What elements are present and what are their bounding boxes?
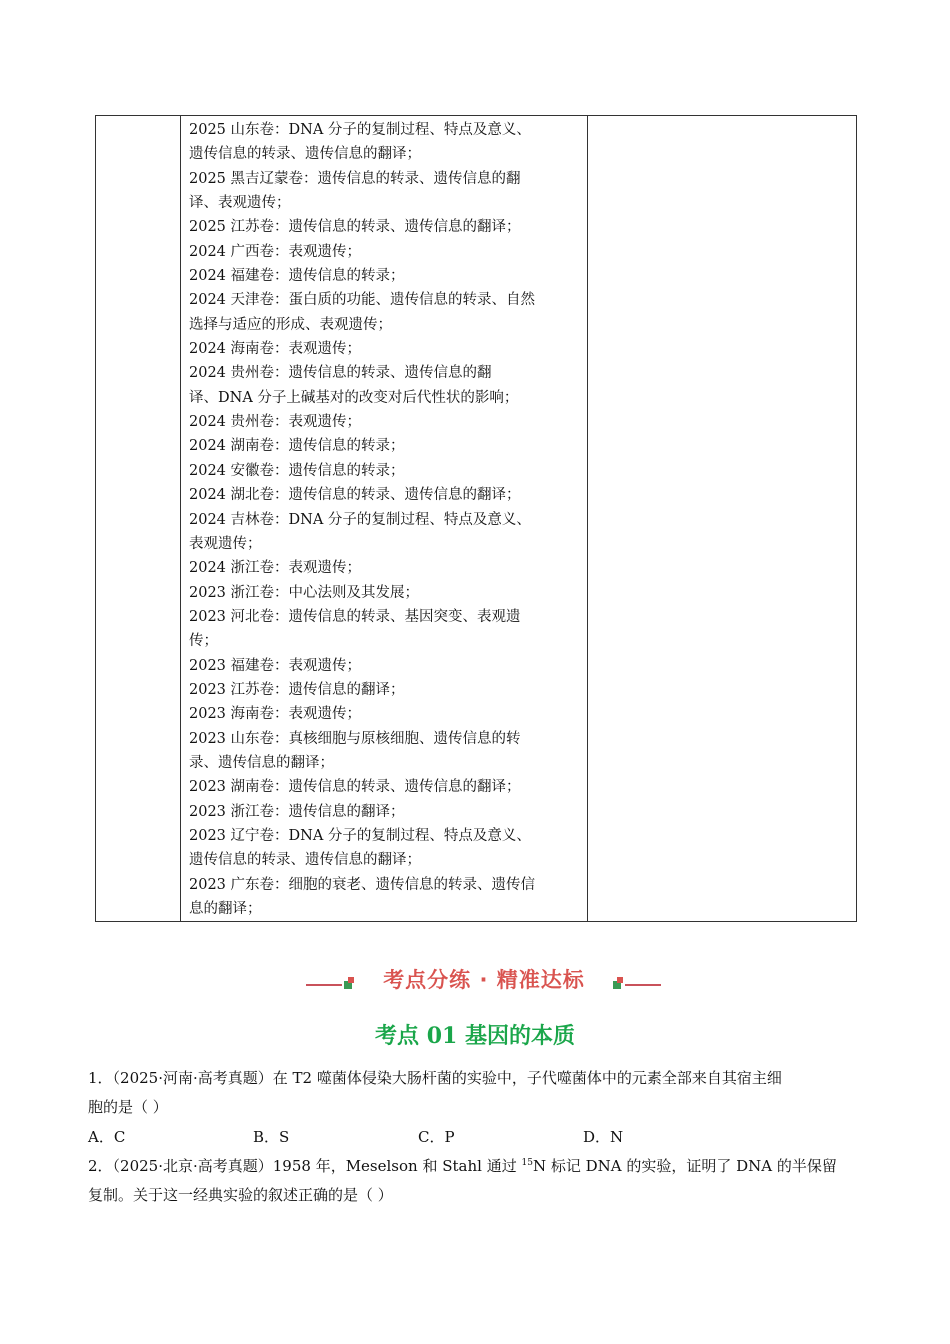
option-b: B．S bbox=[253, 1128, 290, 1146]
option-d: D．N bbox=[583, 1128, 624, 1146]
table-cell-exam-list bbox=[181, 116, 588, 922]
exam-entry-line: 传； bbox=[189, 633, 218, 650]
exam-entry-line: 选择与适应的形成、表观遗传； bbox=[189, 316, 392, 333]
option-c: C．P bbox=[418, 1128, 455, 1146]
table-row bbox=[96, 116, 857, 922]
question-2-superscript: 15 bbox=[521, 1158, 533, 1168]
exam-entry-line: 2023 海南卷：表观遗传； bbox=[189, 706, 362, 723]
exam-entry-line: 译、表观遗传； bbox=[189, 195, 291, 212]
exam-entry-line: 2023 山东卷：真核细胞与原核细胞、遗传信息的转 bbox=[189, 730, 521, 747]
exam-entry-line: 译、DNA 分子上碱基对的改变对后代性状的影响； bbox=[189, 389, 519, 406]
exam-entry-line: 2023 浙江卷：中心法则及其发展； bbox=[189, 584, 420, 601]
banner-left-line bbox=[306, 984, 342, 986]
option-a: A．C bbox=[88, 1128, 126, 1146]
exam-entry-line: 2025 黑吉辽蒙卷：遗传信息的转录、遗传信息的翻 bbox=[189, 170, 521, 187]
exam-entry-line: 2023 江苏卷：遗传信息的翻译； bbox=[189, 681, 405, 698]
exam-entry-line: 2024 吉林卷：DNA 分子的复制过程、特点及意义、 bbox=[189, 511, 531, 528]
question-2-prefix: 2．（2025·北京·高考真题）1958 年，Meselson 和 Stahl 通过 bbox=[88, 1157, 522, 1175]
exam-entry-line: 2024 湖北卷：遗传信息的转录、遗传信息的翻译； bbox=[189, 487, 521, 504]
exam-entry-line: 2024 福建卷：遗传信息的转录； bbox=[189, 268, 405, 285]
banner-right-line bbox=[625, 984, 661, 986]
exam-entry-line: 2023 浙江卷：遗传信息的翻译； bbox=[189, 803, 405, 820]
table-cell-empty-left bbox=[96, 116, 181, 922]
question-2-line-2: 复制。关于这一经典实验的叙述正确的是（ ） bbox=[88, 1186, 393, 1204]
exam-entry-line: 2024 湖南卷：遗传信息的转录； bbox=[189, 438, 405, 455]
banner-right-square-accent-icon bbox=[617, 977, 623, 983]
exam-entry-line: 表观遗传； bbox=[189, 535, 262, 552]
exam-entry-line: 录、遗传信息的翻译； bbox=[189, 754, 334, 771]
exam-entry-line: 2023 广东卷：细胞的衰老、遗传信息的转录、遗传信 bbox=[189, 876, 536, 893]
question-1 bbox=[88, 1064, 858, 1122]
exam-entry-line: 2023 辽宁卷：DNA 分子的复制过程、特点及意义、 bbox=[189, 827, 531, 844]
exam-entry-line: 2024 贵州卷：遗传信息的转录、遗传信息的翻 bbox=[189, 365, 492, 382]
exam-entry-line: 2025 江苏卷：遗传信息的转录、遗传信息的翻译； bbox=[189, 219, 521, 236]
exam-entry-list bbox=[181, 116, 587, 921]
exam-entry-line: 息的翻译； bbox=[189, 901, 262, 917]
exam-entry-line: 2024 贵州卷：表观遗传； bbox=[189, 414, 362, 431]
exam-entry-line: 2024 安徽卷：遗传信息的转录； bbox=[189, 462, 405, 479]
exam-topic-table bbox=[95, 115, 857, 922]
exam-entry-line: 2023 河北卷：遗传信息的转录、基因突变、表观遗 bbox=[189, 608, 521, 625]
exam-entry-line: 2024 广西卷：表观遗传； bbox=[189, 243, 362, 260]
exam-entry-line: 2023 福建卷：表观遗传； bbox=[189, 657, 362, 674]
exam-entry-line: 2025 山东卷：DNA 分子的复制过程、特点及意义、 bbox=[189, 122, 531, 138]
question-1-line-2: 胞的是（ ） bbox=[88, 1098, 168, 1116]
exam-entry-line: 2024 海南卷：表观遗传； bbox=[189, 341, 362, 358]
exam-entry-line: 遗传信息的转录、遗传信息的翻译； bbox=[189, 852, 421, 869]
section-title: 考点 01 基因的本质 bbox=[375, 1023, 575, 1049]
banner-title: 考点分练 · 精准达标 bbox=[383, 968, 585, 992]
question-1-options bbox=[88, 1122, 788, 1148]
banner-left-square-accent-icon bbox=[348, 977, 354, 983]
question-2-line-1 bbox=[88, 1152, 858, 1181]
exam-entry-line: 2024 天津卷：蛋白质的功能、遗传信息的转录、自然 bbox=[189, 292, 536, 309]
question-2-suffix: N 标记 DNA 的实验，证明了 DNA 的半保留 bbox=[532, 1157, 837, 1175]
exam-entry-line: 2024 浙江卷：表观遗传； bbox=[189, 560, 362, 577]
exam-entry-line: 遗传信息的转录、遗传信息的翻译； bbox=[189, 146, 421, 163]
section-banner bbox=[300, 962, 665, 1002]
question-2 bbox=[88, 1152, 858, 1210]
table-cell-empty-right bbox=[588, 116, 857, 922]
question-1-line-1: 1．（2025·河南·高考真题）在 T2 噬菌体侵染大肠杆菌的实验中，子代噬菌体中的元素全部来自其宿主细 bbox=[88, 1069, 782, 1087]
exam-entry-line: 2023 湖南卷：遗传信息的转录、遗传信息的翻译； bbox=[189, 779, 521, 796]
